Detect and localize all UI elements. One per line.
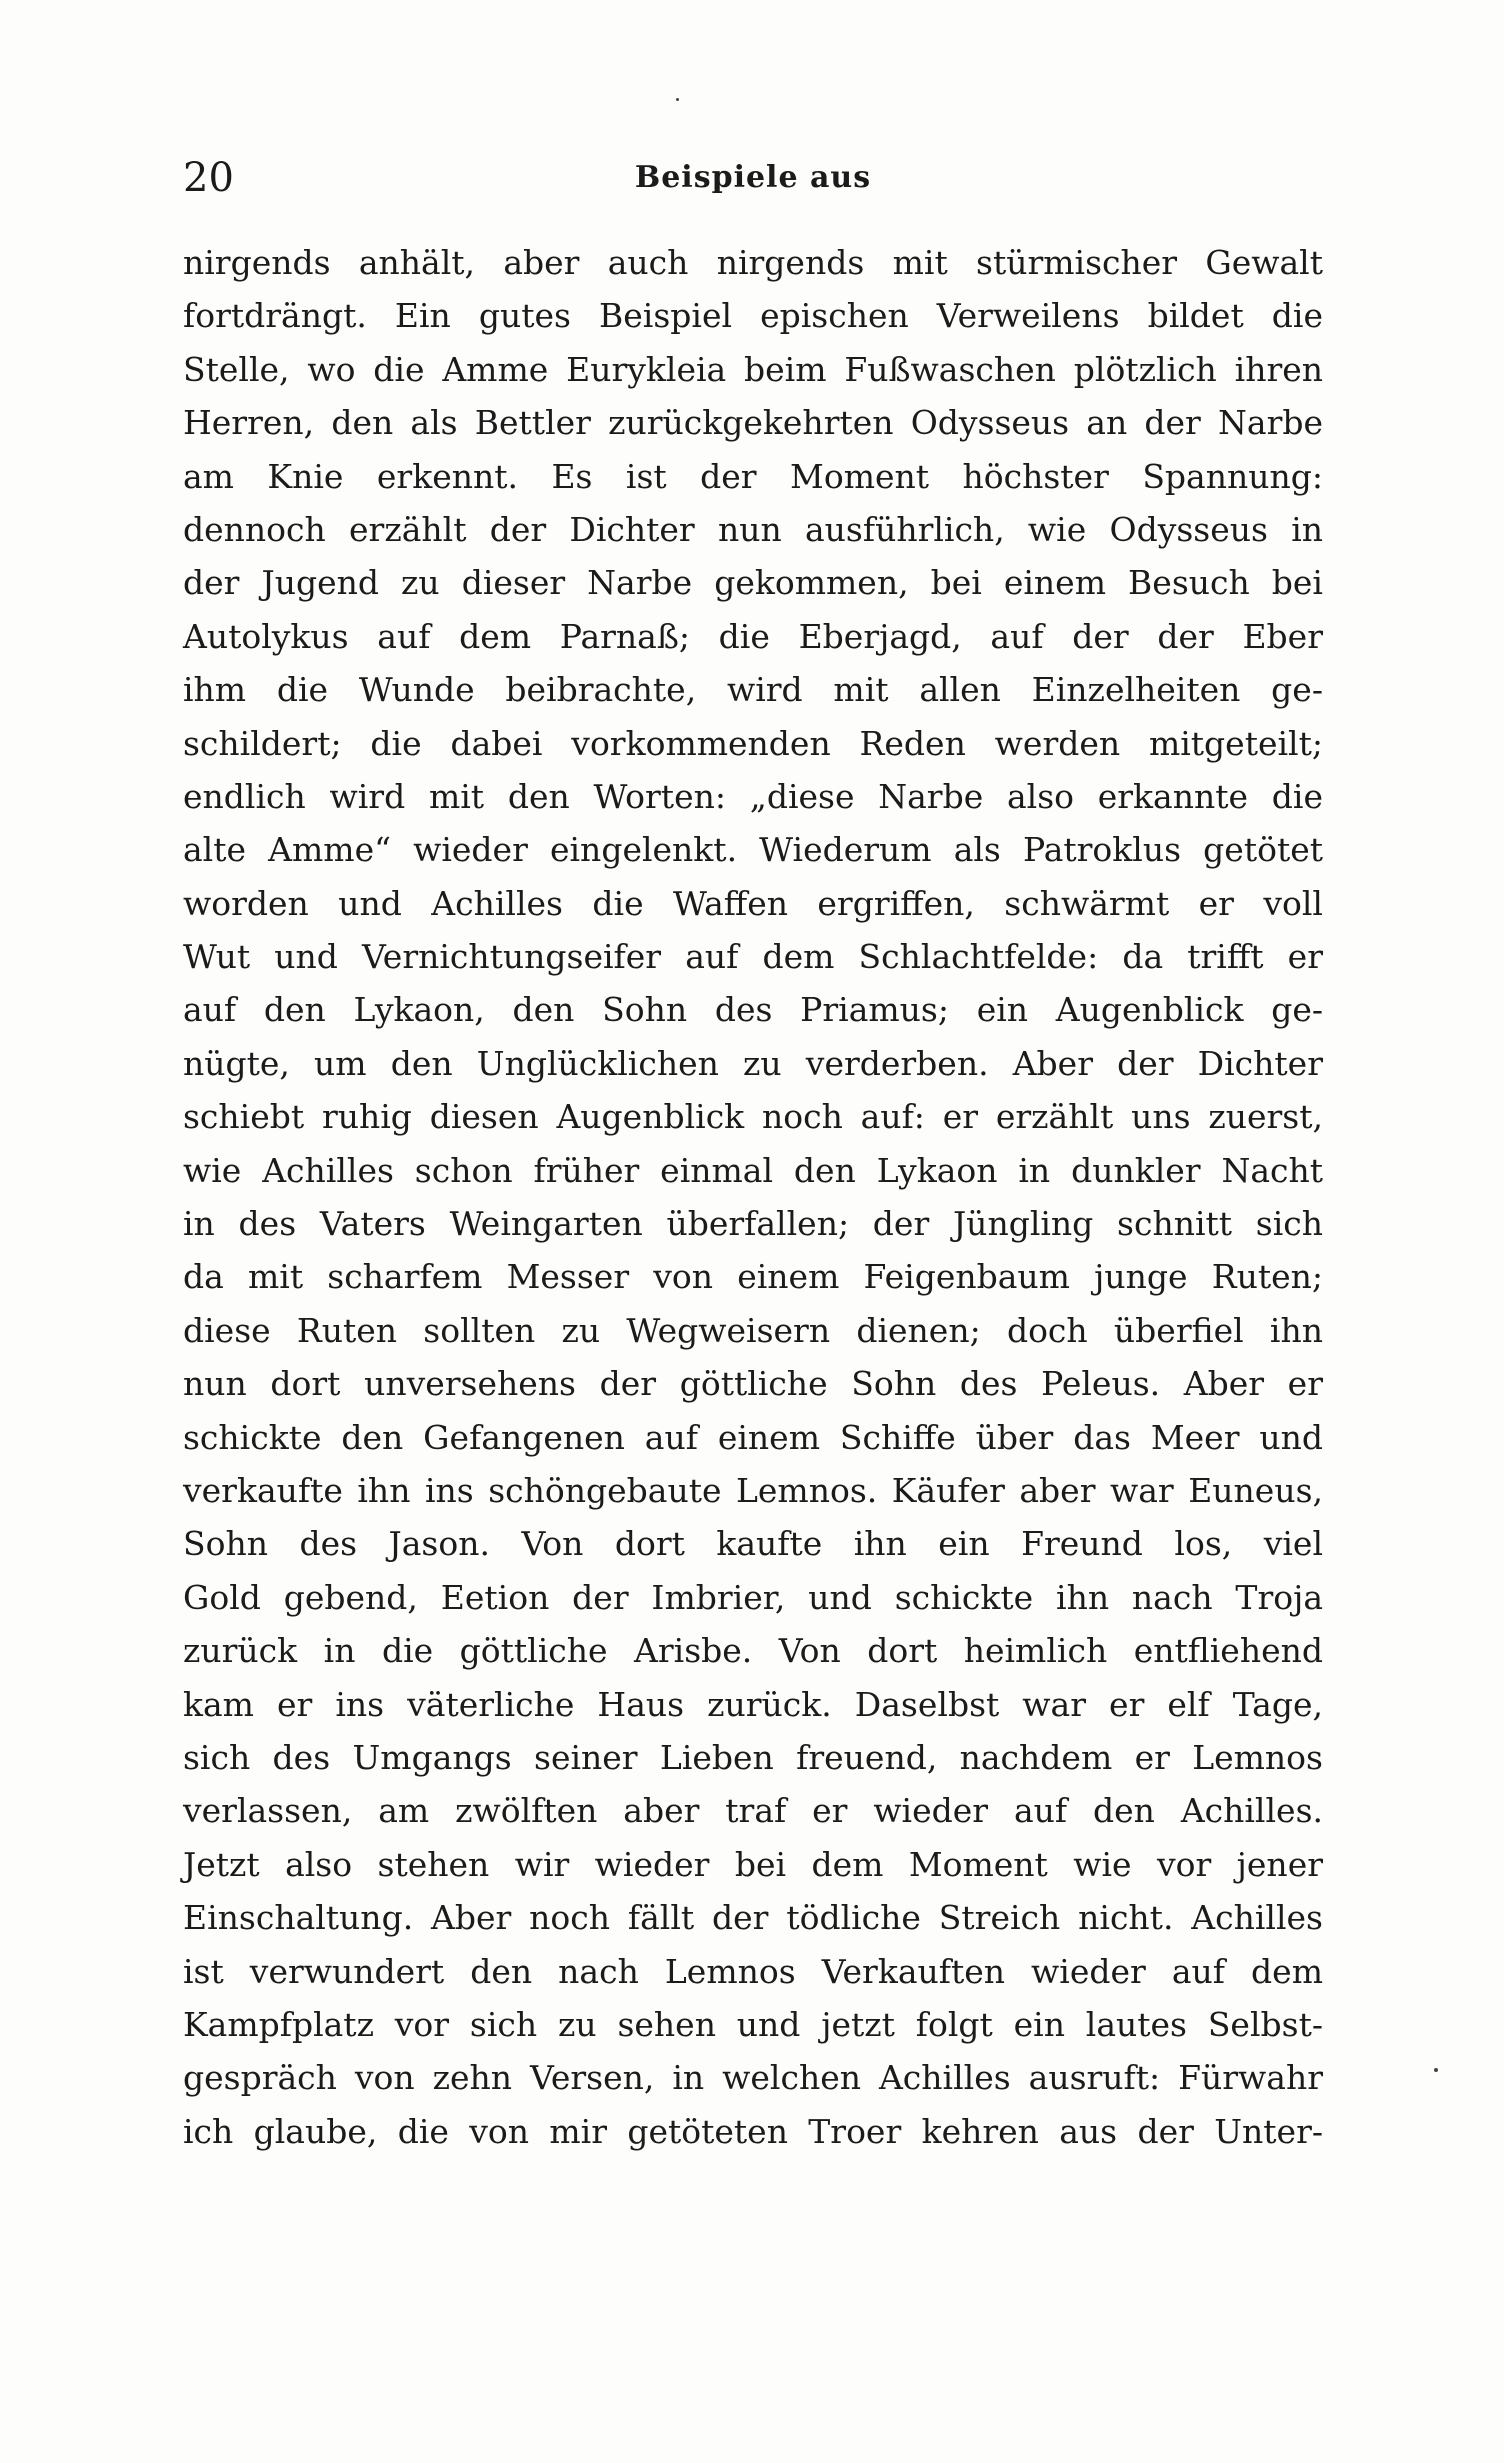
text-line: schiebt ruhig diesen Augenblick noch auf: er erzählt uns zuerst,	[183, 1097, 1323, 1137]
page-number: 20	[183, 155, 234, 201]
print-speck	[1434, 2068, 1438, 2072]
text-line: sich des Umgangs seiner Lieben freuend, nachdem er Lemnos	[183, 1737, 1323, 1777]
text-line: worden und Achilles die Waffen ergriffen, schwärmt er voll	[183, 883, 1323, 923]
text-line: kam er ins väterliche Haus zurück. Daselbst war er elf Tage,	[183, 1684, 1323, 1724]
text-line: auf den Lykaon, den Sohn des Priamus; ein Augenblick ge-	[183, 990, 1323, 1030]
text-line: nun dort unversehens der göttliche Sohn des Peleus. Aber er	[183, 1364, 1323, 1404]
text-line: endlich wird mit den Worten: „diese Narbe also erkannte die	[183, 776, 1323, 816]
text-line: ist verwundert den nach Lemnos Verkauften wieder auf dem	[183, 1951, 1323, 1991]
text-line: Herren, den als Bettler zurückgekehrten Odysseus an der Narbe	[183, 403, 1323, 443]
text-line: Jetzt also stehen wir wieder bei dem Moment wie vor jener	[183, 1844, 1323, 1884]
print-speck	[676, 98, 679, 101]
text-line: am Knie erkennt. Es ist der Moment höchster Spannung:	[183, 456, 1323, 496]
text-line: gespräch von zehn Versen, in welchen Achilles ausruft: Fürwahr	[183, 2058, 1323, 2098]
running-title: Beispiele aus	[634, 160, 872, 195]
text-line: ich glaube, die von mir getöteten Troer kehren aus der Unter-	[183, 2111, 1323, 2151]
text-line: schickte den Gefangenen auf einem Schiffe über das Meer und	[183, 1417, 1323, 1457]
text-line: diese Ruten sollten zu Wegweisern dienen; doch überfiel ihn	[183, 1310, 1323, 1350]
text-line: nirgends anhält, aber auch nirgends mit stürmischer Gewalt	[183, 243, 1323, 282]
text-line: fortdrängt. Ein gutes Beispiel epischen Verweilens bildet die	[183, 296, 1323, 336]
text-line: alte Amme“ wieder eingelenkt. Wiederum als Patroklus getötet	[183, 830, 1323, 870]
text-line: Stelle, wo die Amme Eurykleia beim Fußwaschen plötzlich ihren	[183, 349, 1323, 389]
body-text	[183, 236, 1323, 2158]
text-line: Kampfplatz vor sich zu sehen und jetzt folgt ein lautes Selbst-	[183, 2004, 1323, 2044]
running-head	[183, 148, 1323, 208]
text-line: wie Achilles schon früher einmal den Lykaon in dunkler Nacht	[183, 1150, 1323, 1190]
text-line: Sohn des Jason. Von dort kaufte ihn ein Freund los, viel	[183, 1524, 1323, 1564]
text-line: da mit scharfem Messer von einem Feigenbaum junge Ruten;	[183, 1257, 1323, 1297]
text-line: ihm die Wunde beibrachte, wird mit allen Einzelheiten ge-	[183, 670, 1323, 710]
text-line: der Jugend zu dieser Narbe gekommen, bei einem Besuch bei	[183, 563, 1323, 603]
text-line: schildert; die dabei vorkommenden Reden werden mitgeteilt;	[183, 723, 1323, 763]
text-line: Einschaltung. Aber noch fällt der tödliche Streich nicht. Achilles	[183, 1898, 1323, 1938]
text-line: Gold gebend, Eetion der Imbrier, und schickte ihn nach Troja	[183, 1577, 1323, 1617]
text-line: nügte, um den Unglücklichen zu verderben. Aber der Dichter	[183, 1043, 1323, 1083]
text-line: in des Vaters Weingarten überfallen; der Jüngling schnitt sich	[183, 1204, 1323, 1244]
text-line: dennoch erzählt der Dichter nun ausführlich, wie Odysseus in	[183, 509, 1323, 549]
text-line: verkaufte ihn ins schöngebaute Lemnos. Käufer aber war Euneus,	[183, 1470, 1323, 1510]
text-line: verlassen, am zwölften aber traf er wieder auf den Achilles.	[183, 1791, 1323, 1831]
text-line: Wut und Vernichtungseifer auf dem Schlachtfelde: da trifft er	[183, 937, 1323, 977]
text-line: zurück in die göttliche Arisbe. Von dort heimlich entfliehend	[183, 1631, 1323, 1671]
text-line: Autolykus auf dem Parnaß; die Eberjagd, auf der der Eber	[183, 616, 1323, 656]
